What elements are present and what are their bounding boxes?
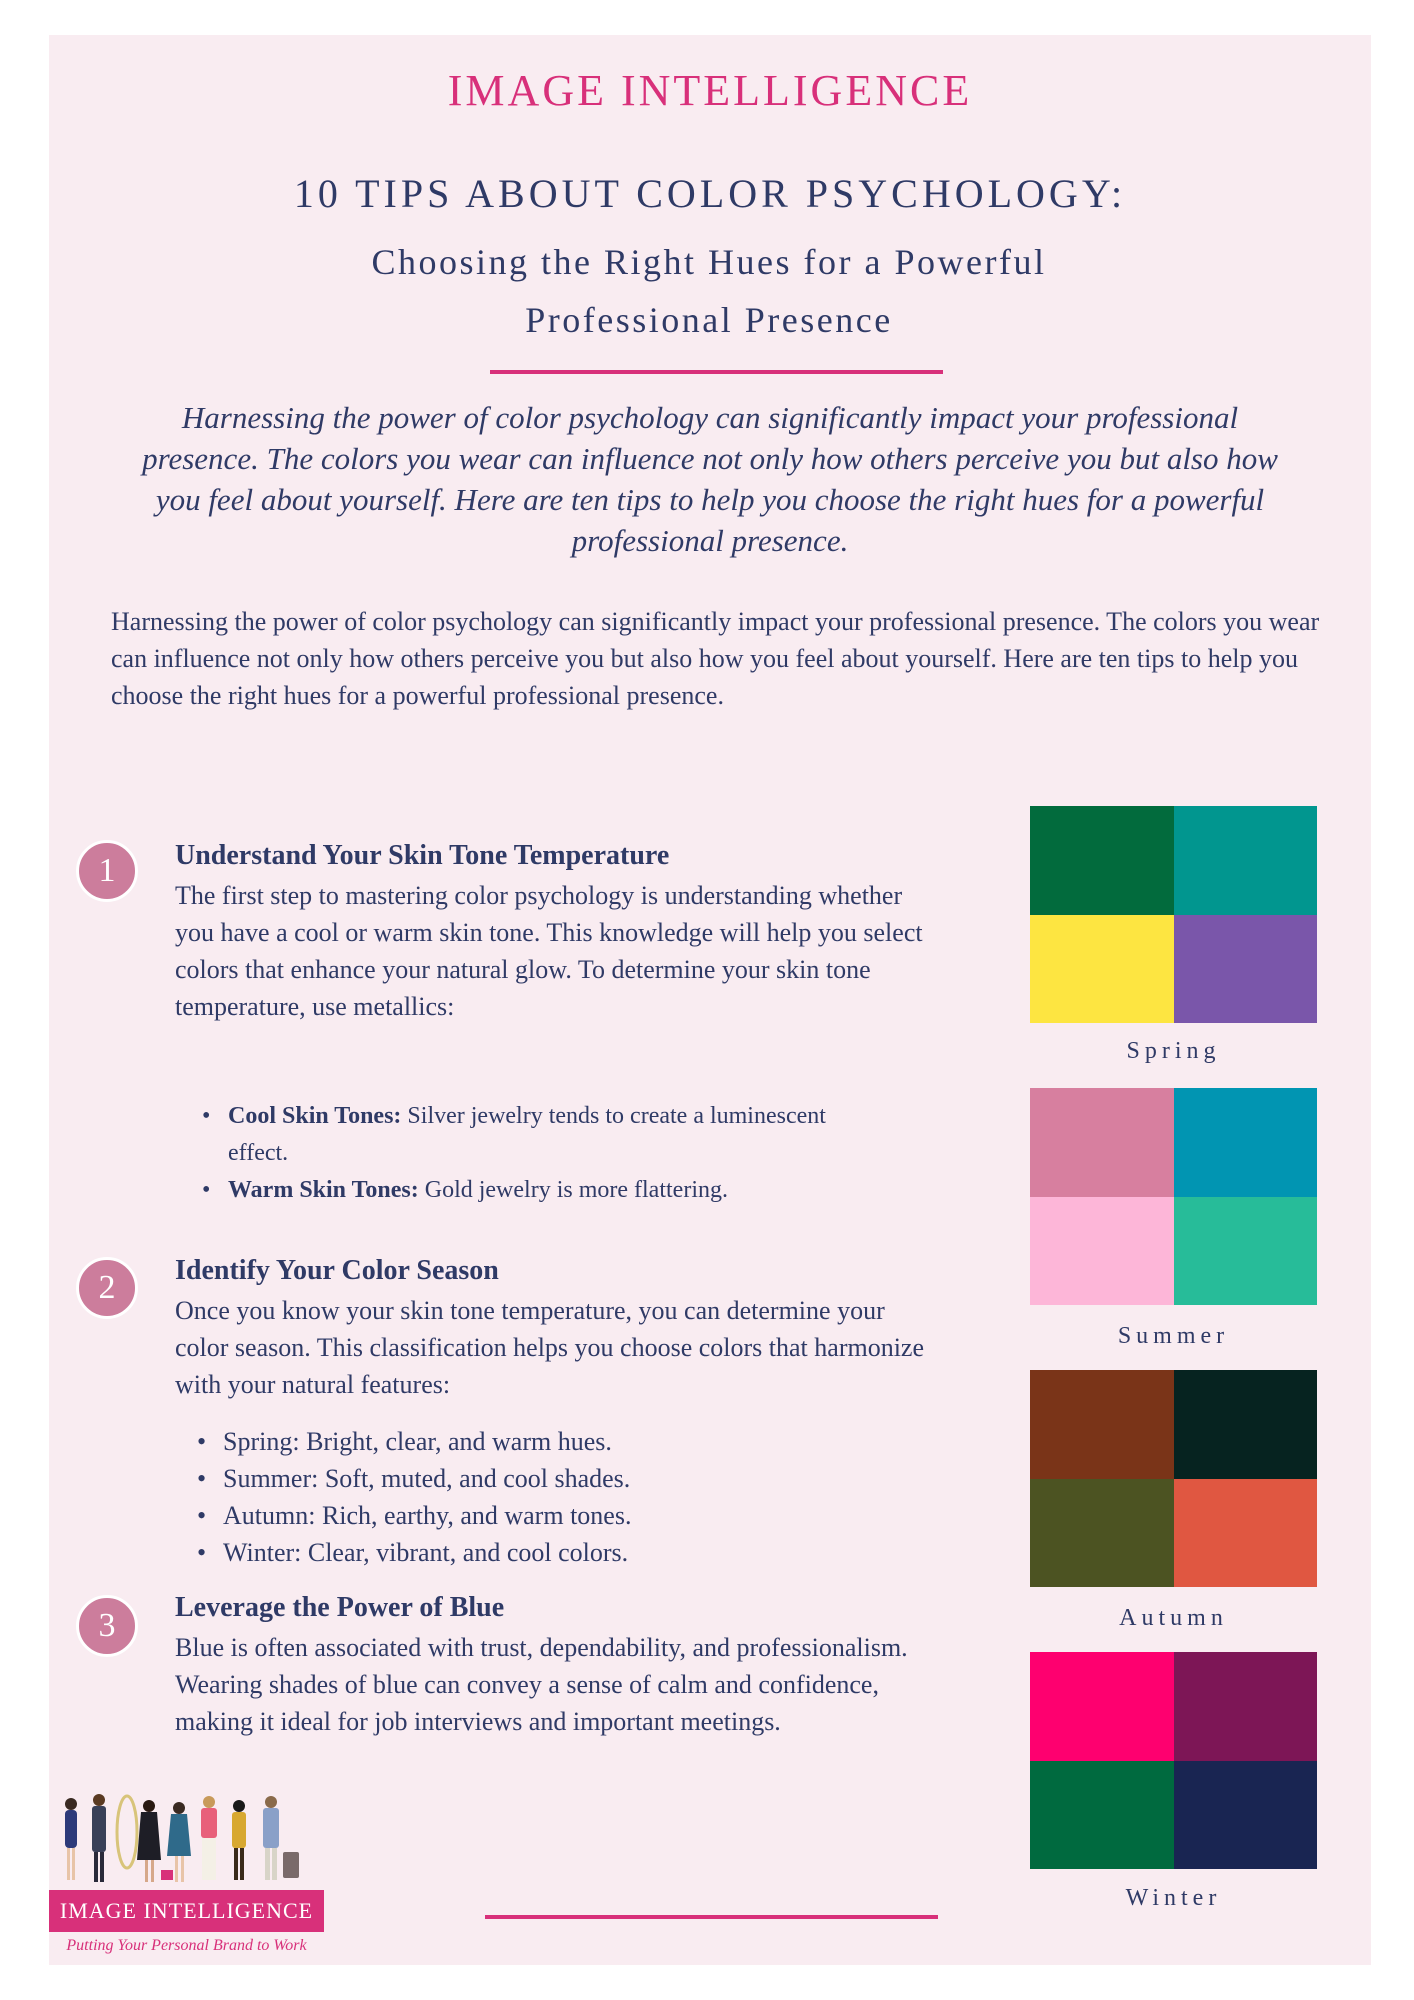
list-item — [194, 1098, 854, 1172]
color-swatch — [1030, 1761, 1174, 1870]
tip-number-badge: 2 — [76, 1257, 138, 1319]
color-swatch — [1174, 1479, 1318, 1588]
season-label-spring: Spring — [1126, 1038, 1221, 1064]
bullet-text: Gold jewelry is more flattering. — [418, 1177, 728, 1203]
logo-wordmark: IMAGE INTELLIGENCE — [49, 1890, 324, 1932]
tip-body: Once you know your skin tone temperature, you can determine your color season. This classification helps you choose colors that harmonize with your natural features: — [175, 1296, 924, 1399]
tip-number-badge: 3 — [76, 1595, 138, 1657]
tip-body: Blue is often associated with trust, dependability, and professionalism. Wearing shades of blue can convey a sense of calm and confidence, making it ideal for job interviews and important meetings. — [175, 1633, 908, 1736]
color-swatch — [1030, 1370, 1174, 1479]
tip-title: Identify Your Color Season — [175, 1255, 499, 1286]
spring-palette — [1030, 806, 1317, 1023]
bottom-divider — [485, 1915, 938, 1919]
tip-body: The first step to mastering color psychology is understanding whether you have a cool or warm skin tone. This knowledge will help you select colors that enhance your natural glow. To determine your skin tone temperature, use metallics: — [175, 881, 923, 1021]
color-swatch — [1174, 1652, 1318, 1761]
intro-paragraph: Harnessing the power of color psychology can significantly impact your professional presence. The colors you wear can influence not only how others perceive you but also how you feel about yourself. Here are ten tips to help you choose the right hues for a powerful professional presence. — [111, 607, 1320, 710]
season-label-summer: Summer — [1117, 1323, 1230, 1349]
color-swatch — [1174, 1761, 1318, 1870]
winter-palette — [1030, 1652, 1317, 1869]
bullet-text: Silver jewelry tends to create a luminescent effect. — [228, 1103, 826, 1166]
color-swatch — [1030, 915, 1174, 1024]
season-label-winter: Winter — [1125, 1885, 1222, 1911]
color-swatch — [1174, 1370, 1318, 1479]
autumn-palette — [1030, 1370, 1317, 1587]
tip-title: Leverage the Power of Blue — [175, 1592, 505, 1623]
bullet-label: Cool Skin Tones: — [228, 1103, 402, 1129]
color-swatch — [1174, 1197, 1318, 1306]
list-item: • Winter: Clear, vibrant, and cool colors. — [189, 1534, 889, 1571]
list-item: • Summer: Soft, muted, and cool shades. — [189, 1460, 889, 1497]
color-swatch — [1030, 1088, 1174, 1197]
color-swatch — [1030, 806, 1174, 915]
color-swatch — [1030, 1652, 1174, 1761]
list-item: • Autumn: Rich, earthy, and warm tones. — [189, 1497, 889, 1534]
color-swatch — [1174, 915, 1318, 1024]
color-swatch — [1174, 1088, 1318, 1197]
page-subtitle: Choosing the Right Hues for a Powerful Professional Presence — [371, 242, 1047, 340]
list-item — [194, 1172, 854, 1209]
top-divider — [490, 370, 943, 374]
color-swatch — [1030, 1479, 1174, 1588]
figure-group — [65, 1794, 299, 1882]
fashion-figures-illustration — [49, 1790, 324, 1890]
bullet-label: Warm Skin Tones: — [228, 1177, 419, 1203]
season-label-autumn: Autumn — [1119, 1605, 1228, 1631]
intro-quote: Harnessing the power of color psychology can significantly impact your professional presence. The colors you wear can influence not only how others perceive you but also how you feel about yourself. Here are ten tips to help you choose the right hues for a powerful professional presence. — [142, 400, 1278, 558]
page — [49, 35, 1371, 1965]
color-swatch — [1030, 1197, 1174, 1306]
color-swatch — [1174, 806, 1318, 915]
tip-bullet-list — [194, 1098, 854, 1209]
list-item: • Spring: Bright, clear, and warm hues. — [189, 1423, 889, 1460]
summer-palette — [1030, 1088, 1317, 1305]
tip-number-badge: 1 — [76, 840, 138, 902]
logo-tagline: Putting Your Personal Brand to Work — [66, 1937, 307, 1954]
brand-header: IMAGE INTELLIGENCE — [447, 66, 973, 115]
page-title: 10 TIPS ABOUT COLOR PSYCHOLOGY: — [293, 171, 1127, 216]
tip-bullet-list — [189, 1423, 889, 1571]
tip-title: Understand Your Skin Tone Temperature — [175, 840, 670, 871]
